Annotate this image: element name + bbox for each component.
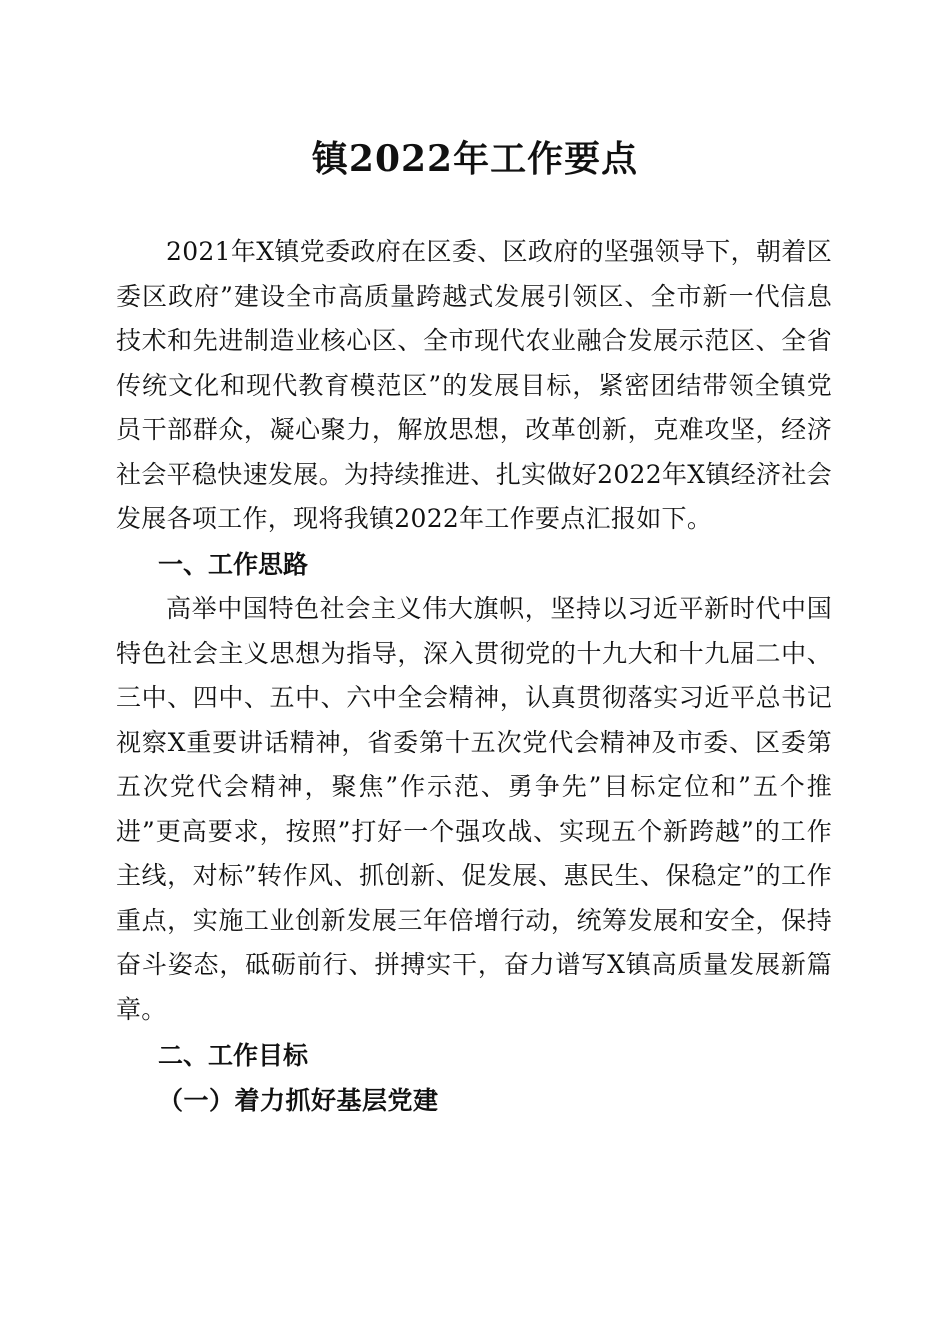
subsection-heading-party-building: （一）着力抓好基层党建 [158, 1086, 439, 1115]
intro-paragraph: 2021年X镇党委政府在区委、区政府的坚强领导下，朝着区委区政府”建设全市高质量跨越式发展引领区、全市新一代信息技术和先进制造业核心区、全市现代农业融合发展示范区、全省传统文化和现代教育模范区”的发展目标，紧密团结带领全镇党员干部群众，凝心聚力，解放思想，改革创新，克难攻坚，经济社会平稳快速发展。为持续推进、扎实做好2022年X镇经济社会发展各项工作，现将我镇2022年工作要点汇报如下。 [116, 237, 832, 533]
work-ideas-paragraph: 高举中国特色社会主义伟大旗帜，坚持以习近平新时代中国特色社会主义思想为指导，深入贯彻党的十九大和十九届二中、三中、四中、五中、六中全会精神，认真贯彻落实习近平总书记视察X重要讲话精神，省委第十五次党代会精神及市委、区委第五次党代会精神，聚焦”作示范、勇争先”目标定位和”五个推进”更高要求，按照”打好一个强攻战、实现五个新跨越”的工作主线，对标”转作风、抓创新、促发展、惠民生、保稳定”的工作重点，实施工业创新发展三年倍增行动，统筹发展和安全，保持奋斗姿态，砥砺前行、拼搏实干，奋力谱写X镇高质量发展新篇章。 [116, 594, 832, 1024]
section-heading-work-goals: 二、工作目标 [158, 1041, 309, 1070]
document-title: 镇2022年工作要点 [311, 138, 639, 180]
section-heading-work-ideas: 一、工作思路 [158, 550, 309, 579]
